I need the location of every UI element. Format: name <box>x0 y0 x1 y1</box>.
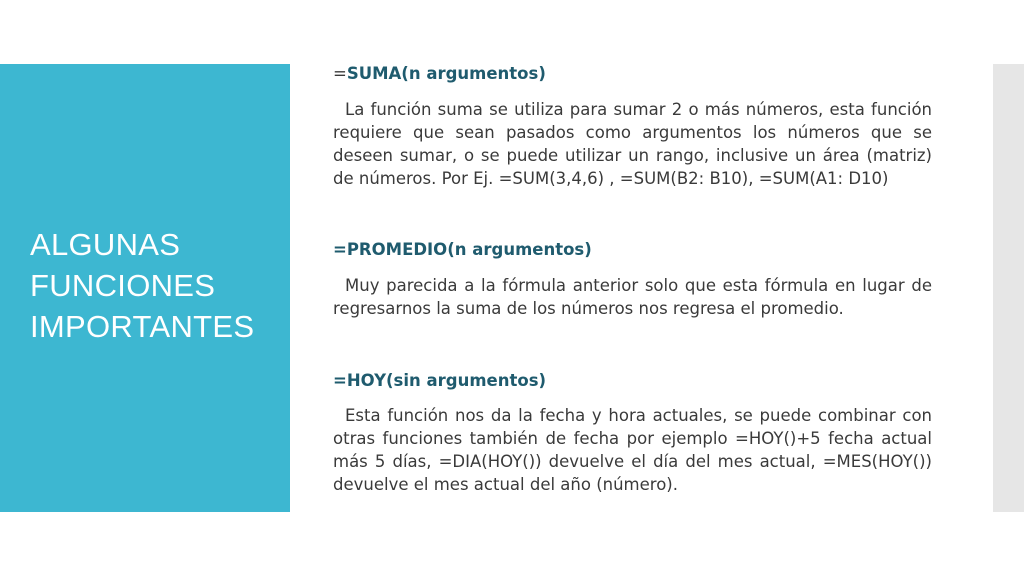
section-body-suma: La función suma se utiliza para sumar 2 o más números, esta función requiere que sean pasados como argumentos los números que se deseen sumar, o se puede utilizar un rango, inclusive un área (matriz) de números. Por Ej. =SUM(3,4,6) , =SUM(B2: B10), =SUM(A1: D10) <box>333 100 932 188</box>
section-heading-hoy: =HOY(sin argumentos) <box>333 371 547 390</box>
section-heading-promedio: =PROMEDIO(n argumentos) <box>333 240 592 259</box>
section-body-promedio: Muy parecida a la fórmula anterior solo que esta fórmula en lugar de regresarnos la suma de los números nos regresa el promedio. <box>333 276 932 318</box>
slide-title: ALGUNAS FUNCIONES IMPORTANTES <box>30 227 255 344</box>
heading-prefix: = <box>333 64 347 83</box>
section-heading-suma <box>333 62 932 85</box>
heading-name: SUMA(n argumentos) <box>346 64 546 83</box>
section-body-hoy: Esta función nos da la fecha y hora actuales, se puede combinar con otras funciones también de fecha por ejemplo =HOY()+5 fecha actual más 5 días, =DIA(HOY()) devuelve el día del mes actual, =MES(HOY()) devuelve el mes actual del año (número). <box>333 406 932 494</box>
content-area <box>333 62 932 496</box>
side-accent-bar <box>993 64 1024 512</box>
